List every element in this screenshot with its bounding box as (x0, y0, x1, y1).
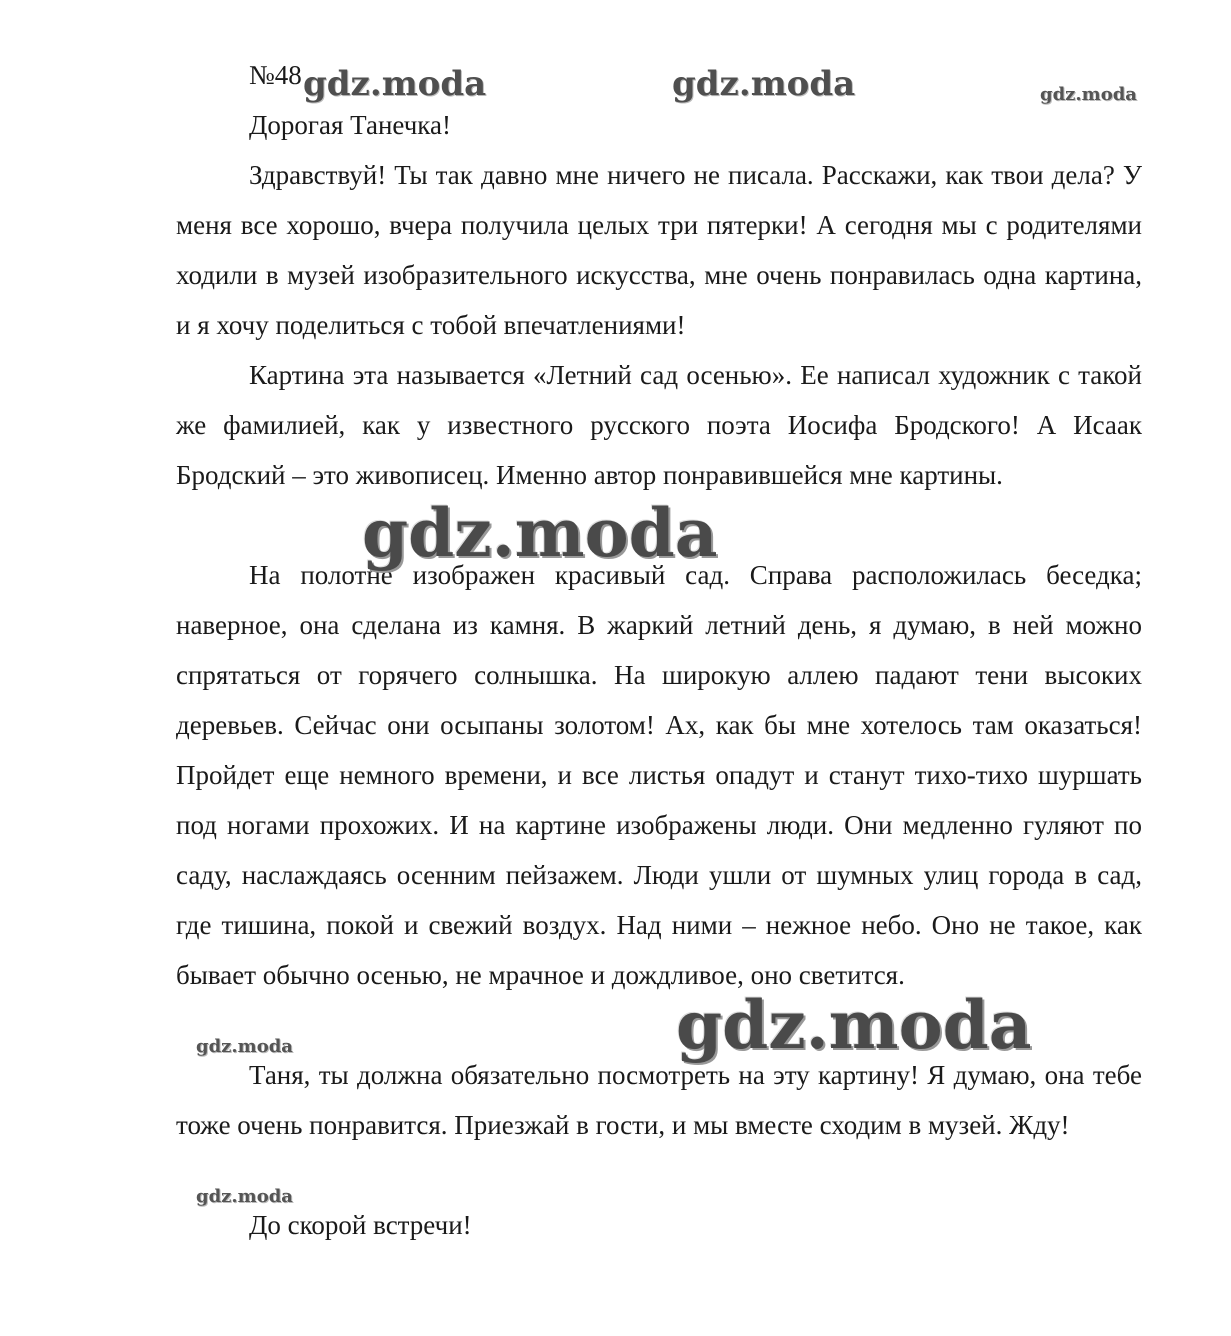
paragraph-4: Таня, ты должна обязательно посмотреть на эту картину! Я думаю, она тебе тоже очень понравится. Приезжай в гости, и мы вместе сходим в музей. Жду! (176, 1060, 1142, 1140)
watermark-logo: gdz.moda (196, 1186, 293, 1207)
paragraph-2: Картина эта называется «Летний сад осенью». Ее написал художник с такой же фамилией, как у известного русского поэта Иосифа Бродского! А Исаак Бродский – это живописец. Именно автор понравившейся мне картины. (176, 360, 1142, 490)
greeting: Дорогая Танечка! (249, 110, 451, 140)
closing-line: До скорой встречи! (249, 1210, 472, 1240)
watermark-logo: gdz.moda (196, 1036, 293, 1057)
paragraph-1: Здравствуй! Ты так давно мне ничего не писала. Расскажи, как твои дела? У меня все хорошо, вчера получила целых три пятерки! А сегодня мы с родителями ходили в музей изобразительного искусства, мне очень понравилась одна картина, и я хочу поделиться с тобой впечатлениями! (176, 160, 1142, 340)
paragraph-3: На полотне изображен красивый сад. Справа расположилась беседка; наверное, она сделана из камня. В жаркий летний день, я думаю, в ней можно спрятаться от горячего солнышка. На широкую аллею падают тени высоких деревьев. Сейчас они осыпаны золотом! Ах, как бы мне хотелось там оказаться! Пройдет еще немного времени, и все листья опадут и станут тихо-тихо шуршать под ногами прохожих. И на картине изображены люди. Они медленно гуляют по саду, наслаждаясь осенним пейзажем. Люди ушли от шумных улиц города в сад, где тишина, покой и свежий воздух. Над ними – нежное небо. Оно не такое, как бывает обычно осенью, не мрачное и дождливое, оно светится. (176, 560, 1142, 990)
watermark-logo: gdz.moda (676, 986, 1032, 1064)
watermark-logo: gdz.moda (672, 64, 856, 104)
watermark-logo: gdz.moda (362, 494, 718, 572)
watermark-logo: gdz.moda (303, 64, 487, 104)
watermark-logo: gdz.moda (1040, 84, 1137, 105)
exercise-number: №48 (249, 60, 302, 90)
